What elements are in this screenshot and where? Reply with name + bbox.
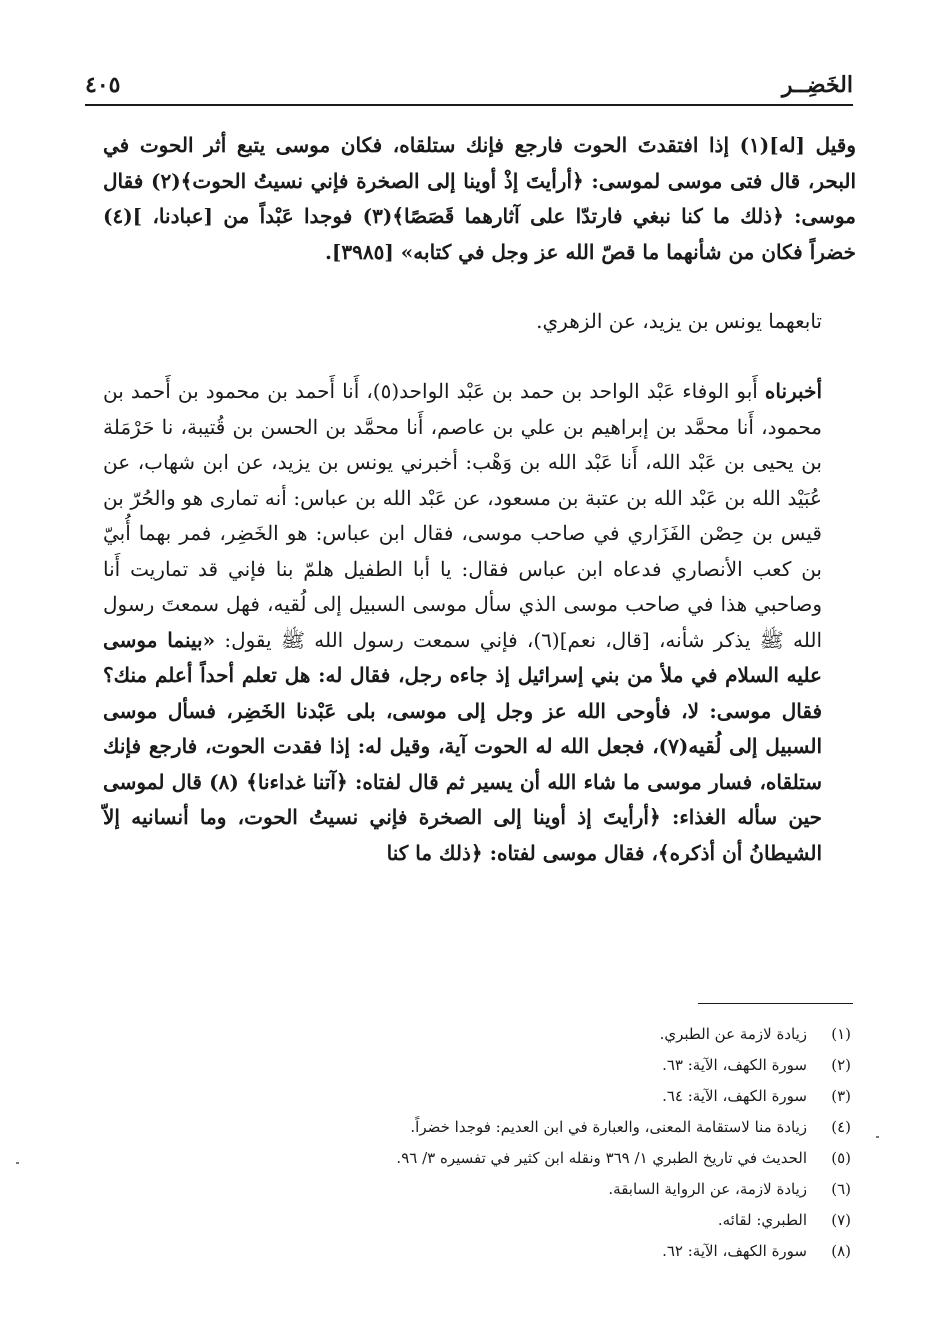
footnote-number: (٢) xyxy=(831,1056,851,1074)
scan-speck xyxy=(16,1162,19,1164)
page-number: ٤٠٥ xyxy=(85,72,121,98)
footnote-item xyxy=(251,1112,851,1143)
scan-speck xyxy=(876,1136,879,1138)
main-text xyxy=(103,128,856,871)
footnote-item xyxy=(251,1236,851,1267)
footnote-number: (٣) xyxy=(831,1087,851,1105)
footnote-item xyxy=(251,1174,851,1205)
footnote-text: زيادة لازمة عن الطبري. xyxy=(659,1025,807,1043)
footnote-text: سورة الكهف، الآية: ٦٢. xyxy=(662,1242,807,1260)
footnote-number: (٤) xyxy=(831,1118,851,1136)
paragraph-isnad xyxy=(103,374,856,871)
running-title: الخَضِــر xyxy=(781,72,853,98)
isnad-lead-word: أخبرناه xyxy=(764,379,823,403)
page-header xyxy=(85,68,853,104)
footnote-item xyxy=(251,1050,851,1081)
footnote-item xyxy=(251,1205,851,1236)
footnote-text: زيادة لازمة، عن الرواية السابقة. xyxy=(608,1180,807,1198)
footnote-rule xyxy=(698,1003,853,1004)
footnote-number: (٦) xyxy=(831,1180,851,1198)
footnote-text: سورة الكهف، الآية: ٦٣. xyxy=(662,1056,807,1074)
footnote-text: زيادة منا لاستقامة المعنى، والعبارة في ابن العديم: فوجدا خضراً. xyxy=(410,1118,807,1136)
paragraph-hadith-end: وقيل [له](١) إذا افتقدتَ الحوت فارجع فإنك ستلقاه، فكان موسى يتبع أثر الحوت في البحر، قال فتى موسى لموسى: ﴿أرأيتَ إذْ أوينا إلى الصخرة فإني نسيتُ الحوت﴾(٢) فقال موسى: ﴿ذلك ما كنا نبغي فارتدّا على آثارهما قَصَصًا﴾(٣) فوجدا عَبْداً من [عبادنا، ](٤) خضراً فكان من شأنهما ما قصّ الله عز وجل في كتابه» [٣٩٨٥]. xyxy=(103,133,857,264)
header-rule xyxy=(85,104,853,106)
footnote-number: (١) xyxy=(831,1025,851,1043)
footnote-item xyxy=(251,1081,851,1112)
paragraph-chain-note: تابعهما يونس بن يزيد، عن الزهري. xyxy=(536,309,822,333)
footnote-text: الحديث في تاريخ الطبري ١/ ٣٦٩ ونقله ابن كثير في تفسيره ٣/ ٩٦. xyxy=(396,1149,807,1167)
footnote-number: (٧) xyxy=(831,1211,851,1229)
footnote-item xyxy=(251,1019,851,1050)
footnote-text: سورة الكهف، الآية: ٦٤. xyxy=(662,1087,807,1105)
isnad-text: أَبو الوفاء عَبْد الواحد بن حمد بن عَبْد الواحد(٥)، أَنا أَحمد بن محمود بن أَحمد بن محمود، أَنا محمَّد بن إبراهيم بن علي بن عاصم، أَنا محمَّد بن الحسن بن قُتيبة، نا حَرْمَلة بن يحيى بن عَبْد الله، أَنا عَبْد الله بن وَهْب: أخبرني يونس بن يزيد، عن ابن شهاب، عن عُبَيْد الله بن عَبْد الله بن عتبة بن مسعود، عن عَبْد الله بن عباس: أنه تمارى هو والحُرّ بن قيس بن حِصْن الفَزَاري في صاحب موسى، فقال ابن عباس: هو الخَضِر، فمر بهما أُبيّ بن كعب الأنصاري فدعاه ابن عباس فقال: يا أبا الطفيل هلمّ بنا فإني قد تماريت أَنا وصاحبي هذا في صاحب موسى الذي سأل موسى السبيل إلى لُقيه، فهل سمعتَ رسول الله ﷺ يذكر شأنه، [قال، نعم](٦)، فإني سمعت رسول الله ﷺ يقول: xyxy=(103,379,823,652)
footnotes xyxy=(251,1019,851,1267)
footnote-number: (٥) xyxy=(831,1149,851,1167)
footnote-text: الطبري: لقائه. xyxy=(717,1211,807,1229)
footnote-item xyxy=(251,1143,851,1174)
hadith-text: «بينما موسى عليه السلام في ملأ من بني إسرائيل إذ جاءه رجل، فقال له: هل تعلم أحداً أعلم منك؟ فقال موسى: لا، فأوحى الله عز وجل إلى موسى، بلى عَبْدنا الخَضِر، فسأل موسى السبيل إلى لُقيه(٧)، فجعل الله له الحوت آية، وقيل له: إذا فقدت الحوت، فارجع فإنك ستلقاه، فسار موسى ما شاء الله أن يسير ثم قال لفتاه: ﴿آتنا غداءنا﴾ (٨) قال لموسى حين سأله الغذاء: ﴿أرأيتَ إذ أوينا إلى الصخرة فإني نسيتُ الحوت، وما أنسانيه إلاّ الشيطانُ أن أذكره﴾، فقال موسى لفتاه: ﴿ذلك ما كنا xyxy=(103,627,823,865)
footnote-number: (٨) xyxy=(831,1242,851,1260)
